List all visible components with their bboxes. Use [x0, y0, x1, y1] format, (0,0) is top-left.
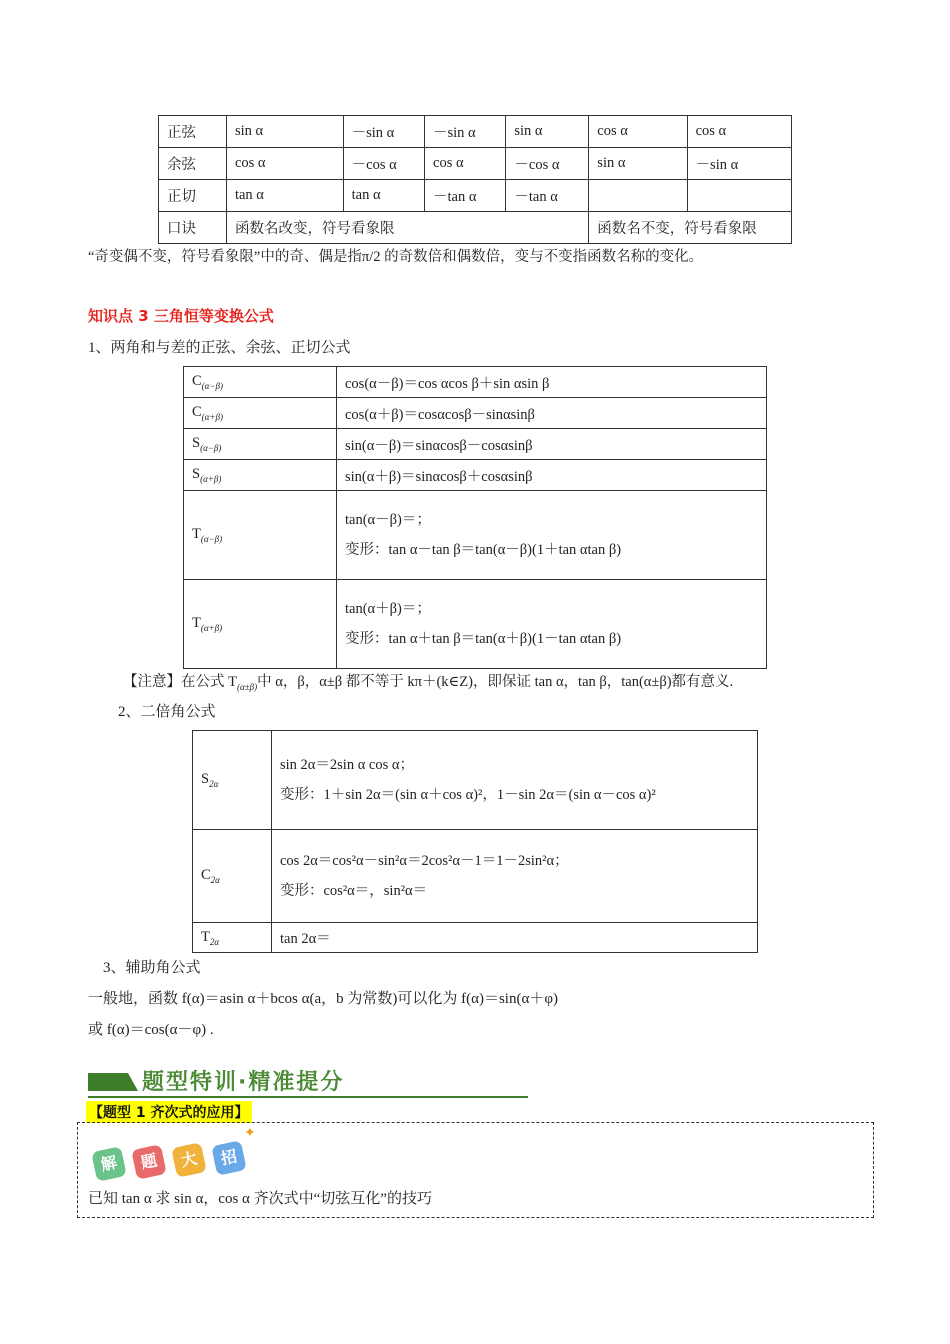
subheading-sum-diff: 1、两角和与差的正弦、余弦、正切公式: [88, 340, 351, 356]
sum-diff-row: [184, 367, 767, 398]
formula-body: tan(α＋β)＝； 变形：tan α＋tan β＝tan(α＋β)(1－tan αtan β): [337, 580, 767, 669]
induction-cell: cos α: [425, 148, 506, 180]
induction-row: [159, 116, 792, 148]
t2a-formula: tan 2α＝: [272, 923, 758, 953]
induction-cell: tan α: [226, 180, 343, 212]
mnemonic-label: 口诀: [159, 212, 227, 244]
induction-table: [158, 115, 792, 244]
tip-box: [77, 1122, 874, 1218]
sum-diff-table: [183, 366, 767, 669]
badge-zhao: 招: [211, 1140, 247, 1176]
induction-row-label: 正弦: [159, 116, 227, 148]
induction-cell: －cos α: [343, 148, 424, 180]
induction-cell: tan α: [343, 180, 424, 212]
auxiliary-line-2: 或 f(α)＝cos(α－φ) .: [88, 1022, 214, 1038]
auxiliary-line-1: 一般地，函数 f(α)＝asin α＋bcos α(a，b 为常数)可以化为 f(α)＝sin(α＋φ): [88, 991, 558, 1007]
mnemonic-row: [159, 212, 792, 244]
induction-cell: sin α: [226, 116, 343, 148]
sum-diff-row: [184, 491, 767, 580]
induction-cell: －tan α: [425, 180, 506, 212]
induction-cell: [687, 180, 791, 212]
induction-cell: －tan α: [506, 180, 589, 212]
banner-underline: [88, 1096, 528, 1098]
mnemonic-left: 函数名改变，符号看象限: [226, 212, 588, 244]
formula-name: $T_{(\alpha-\beta)}$: [184, 491, 337, 580]
formula-body: sin(α＋β)＝sinαcosβ＋cosαsinβ: [337, 460, 767, 491]
sum-diff-row: [184, 398, 767, 429]
badge-da: 大: [171, 1142, 207, 1178]
banner-title: 题型特训·精准提分: [142, 1070, 345, 1095]
induction-cell: [589, 180, 687, 212]
formula-body: cos(α－β)＝cos αcos β＋sin αsin β: [337, 367, 767, 398]
induction-cell: －sin α: [343, 116, 424, 148]
section-title: 知识点 3 三角恒等变换公式: [88, 307, 274, 325]
double-angle-table: [192, 730, 758, 953]
induction-cell: cos α: [226, 148, 343, 180]
formula-name: $C_{(\alpha+\beta)}$: [184, 398, 337, 429]
badge-ti: 题: [131, 1144, 167, 1180]
subheading-double-angle: 2、二倍角公式: [118, 704, 216, 720]
subheading-auxiliary: 3、辅助角公式: [103, 960, 201, 976]
question-type-tag: 【题型 1 齐次式的应用】: [86, 1101, 252, 1123]
induction-cell: －sin α: [687, 148, 791, 180]
sum-diff-row: [184, 460, 767, 491]
formula-body: cos(α＋β)＝cosαcosβ－sinαsinβ: [337, 398, 767, 429]
induction-row-label: 余弦: [159, 148, 227, 180]
sum-diff-row: [184, 429, 767, 460]
induction-row: [159, 180, 792, 212]
c2a-formula: cos 2α＝cos²α－sin²α＝2cos²α－1＝1－2sin²α； 变形：cos²α＝，sin²α＝: [272, 830, 758, 923]
badge-jie: 解: [91, 1146, 127, 1182]
induction-cell: －sin α: [425, 116, 506, 148]
induction-cell: －cos α: [506, 148, 589, 180]
c2a-label: $C_{2\alpha}$: [193, 830, 272, 923]
formula-name: $S_{(\alpha-\beta)}$: [184, 429, 337, 460]
induction-cell: sin α: [506, 116, 589, 148]
induction-cell: cos α: [687, 116, 791, 148]
sparkle-icon: ✦: [244, 1125, 256, 1141]
banner-icon: [88, 1073, 138, 1091]
s2a-label: $S_{2\alpha}$: [193, 731, 272, 830]
induction-row-label: 正切: [159, 180, 227, 212]
tip-text: 已知 tan α 求 sin α，cos α 齐次式中“切弦互化”的技巧: [88, 1191, 432, 1207]
s2a-formula: sin 2α＝2sin α cos α； 变形：1＋sin 2α＝(sin α＋cos α)²，1－sin 2α＝(sin α－cos α)²: [272, 731, 758, 830]
formula-body: tan(α－β)＝； 变形：tan α－tan β＝tan(α－β)(1＋tan αtan β): [337, 491, 767, 580]
induction-cell: cos α: [589, 116, 687, 148]
formula-body: sin(α－β)＝sinαcosβ－cosαsinβ: [337, 429, 767, 460]
note-odd-even: “奇变偶不变，符号看象限”中的奇、偶是指π/2 的奇数倍和偶数倍，变与不变指函数名称的变化。: [88, 249, 704, 265]
formula-name: $T_{(\alpha+\beta)}$: [184, 580, 337, 669]
t2a-label: $T_{2\alpha}$: [193, 923, 272, 953]
formula-name: $C_{(\alpha-\beta)}$: [184, 367, 337, 398]
note-attention: 【注意】在公式 $T_{(\alpha\pm\beta)}$中 α，β，α±β 都不等于 kπ＋(k∈Z)，即保证 tan α，tan β，tan(α±β)都有意义.: [123, 674, 734, 692]
sum-diff-row: [184, 580, 767, 669]
induction-row: [159, 148, 792, 180]
mnemonic-right: 函数名不变，符号看象限: [589, 212, 792, 244]
induction-cell: sin α: [589, 148, 687, 180]
formula-name: $S_{(\alpha+\beta)}$: [184, 460, 337, 491]
